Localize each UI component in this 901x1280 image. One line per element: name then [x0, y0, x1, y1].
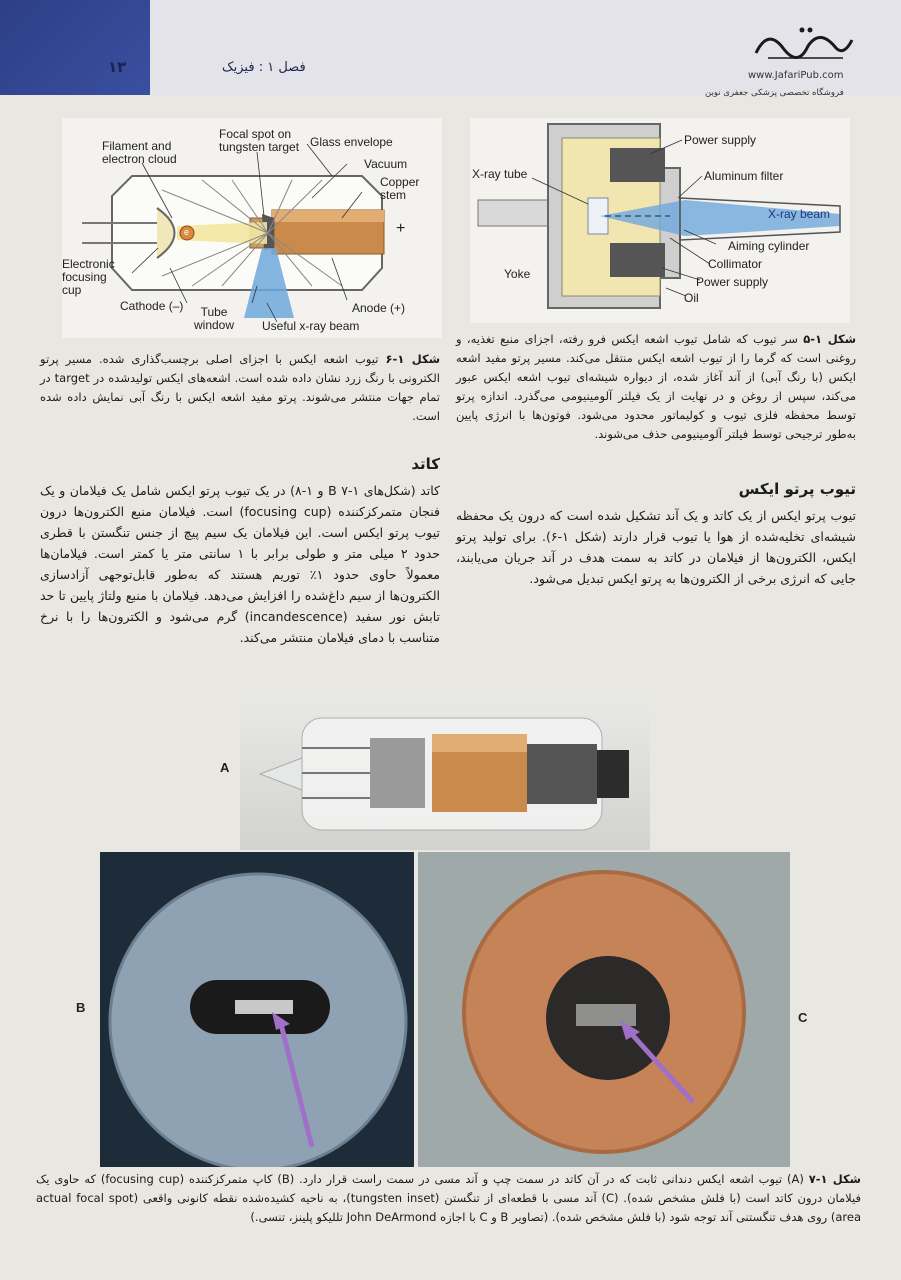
figure-1-7-caption	[36, 1170, 861, 1227]
section-heading-cathode: کاتد	[411, 455, 440, 473]
label-xray-tube: X-ray tube	[472, 167, 528, 181]
photo-label-b: B	[76, 1000, 86, 1015]
photo-label-c: C	[798, 1010, 808, 1025]
figure-1-6-diagram	[62, 118, 442, 338]
figure-1-6-caption	[40, 350, 440, 426]
header-color-block	[0, 0, 150, 95]
label-copper-stem: Copper stem	[380, 175, 420, 202]
publisher-url: www.JafariPub.com	[748, 70, 844, 81]
label-useful-beam: Useful x-ray beam	[262, 319, 360, 333]
label-focusing-cup: Electronic focusing cup	[62, 257, 115, 297]
photo-b-illustration	[100, 852, 414, 1167]
photo-label-a: A	[220, 760, 230, 775]
label-tube-window: Tube window	[194, 305, 235, 332]
label-plus: +	[396, 220, 406, 237]
label-anode: Anode (+)	[352, 301, 406, 315]
label-power-supply-bottom: Power supply	[696, 275, 769, 289]
section-body-cathode: کاتد (شکل‌های ۱-۷ B و ۱-۸) در یک تیوب پرتو ایکس شامل یک فیلامان و یک فنجان متمرکزکننده (focusing cup) است. فیلامان منبع الکترون‌ها درون تیوب پرتو ایکس است. این فیلامان یک سیم پیچ از جنس تنگستن با قطری حدود ۲ میلی متر و طولی برابر با ۱ سانتی متر یا کمتر است. فیلامان‌ها معمولاً حاوی حدود ۱٪ توریم هستند که به‌طور قابل‌توجهی آزادسازی الکترون‌ها از سیم داغ‌شده را افزایش می‌دهد. فیلامان با منبع ولتاژ پایین تا حد تابش نور سفید (incandescence) گرم می‌شود و الکترون‌ها را با نرخ متناسب با دمای فیلامان منتشر می‌کند.	[40, 483, 441, 645]
label-aluminum-filter: Aluminum filter	[704, 169, 784, 183]
label-aiming-cylinder: Aiming cylinder	[728, 239, 810, 253]
publisher-subtitle: فروشگاه تخصصی پزشکی جعفری نوین	[705, 88, 844, 98]
label-focal-spot: Focal spot on tungsten target	[219, 127, 300, 154]
figure-1-5-diagram	[470, 118, 850, 323]
figure-1-5-caption	[456, 330, 856, 444]
section-body-xray-tube: تیوب پرتو ایکس از یک کاتد و یک آند تشکیل شده است که درون یک محفظه شیشه‌ای تخلیه‌شده از هوا یا تیوب قرار دارند (شکل ۱-۶). برای تولید پرتو ایکس، الکترون‌ها از فیلامان در کاتد به سمت هدف در آند جریان می‌یابند، جایی که انرژی برخی از الکترون‌ها به پرتو ایکس تبدیل می‌شود.	[456, 508, 856, 586]
section-heading-xray-tube: تیوب پرتو ایکس	[738, 480, 856, 498]
label-power-supply-top: Power supply	[684, 133, 757, 147]
label-yoke: Yoke	[504, 267, 531, 281]
label-vacuum: Vacuum	[364, 157, 408, 171]
figure-1-7-caption-title: شکل ۱-۷	[808, 1172, 861, 1186]
photo-a-tube-illustration	[240, 698, 650, 850]
label-filament: Filament and electron cloud	[102, 139, 177, 166]
photo-a-xray-tube	[240, 698, 650, 850]
label-oil: Oil	[684, 291, 699, 305]
figure-1-6-caption-title: شکل ۱-۶	[385, 352, 440, 366]
figure-1-7-caption-text: (A) تیوب اشعه ایکس دندانی ثابت که در آن کاتد در سمت چپ و آند مسی در سمت راست قرار دارد. (B) کاپ متمرکزکننده (focusing cup) که حاوی یک فیلامان درون کاتد است (با فلش مشخص شده). (C) آند مسی با قطعه‌ای از تنگستن (tungsten inset)، به ناحیه کشیده‌شده نقطه کانونی واقعی (actual focal spot area) روی هدف تنگستنی آند توجه شود (با فلش مشخص شده). (تصاویر B و C با اجازه John DeArmond تللیکو پلینز، تنسی.)	[36, 1172, 862, 1224]
figure-1-5-caption-text: سر تیوب که شامل تیوب اشعه ایکس فرو رفته، اجزای منبع تغذیه، و روغنی است که گرما را از تیوب اشعه ایکس منتقل می‌کند. مسیر پرتو مفید اشعه ایکس (با رنگ آبی) از آند آغاز شده، از دیواره شیشه‌ای تیوب اشعه ایکس عبور می‌کند، سپس از روغن و در نهایت از یک فیلتر آلومینیومی می‌گذرد. اندازه پرتو توسط محفظه فلزی تیوب و کولیماتور محدود می‌شود. فوتون‌ها با انرژی پایین به‌طور ترجیحی توسط فیلتر آلومینیومی حذف می‌شوند.	[456, 332, 856, 441]
publisher-logo	[748, 18, 858, 68]
label-glass-envelope: Glass envelope	[310, 135, 393, 149]
label-electron: e	[184, 227, 190, 237]
label-collimator: Collimator	[708, 257, 763, 271]
figure-1-5-caption-title: شکل ۱-۵	[803, 332, 856, 346]
label-xray-beam: X-ray beam	[768, 207, 831, 221]
photo-c-illustration	[418, 852, 790, 1167]
figure-1-6-caption-text: تیوب اشعه ایکس با اجزای اصلی برچسب‌گذاری شده. مسیر پرتو الکترونی با رنگ زرد نشان داده شده است. اشعه‌های ایکس تولیدشده در target در تمام جهات منتشر می‌شوند. پرتو مفید اشعه ایکس با رنگ آبی نمایش داده شده است.	[40, 352, 440, 423]
photo-b-focusing-cup	[100, 852, 414, 1167]
page-number: ۱۳	[108, 58, 127, 76]
photo-c-copper-anode	[418, 852, 790, 1167]
label-cathode: Cathode (–)	[120, 299, 184, 313]
chapter-title: فصل ۱ : فیزیک	[222, 60, 306, 75]
